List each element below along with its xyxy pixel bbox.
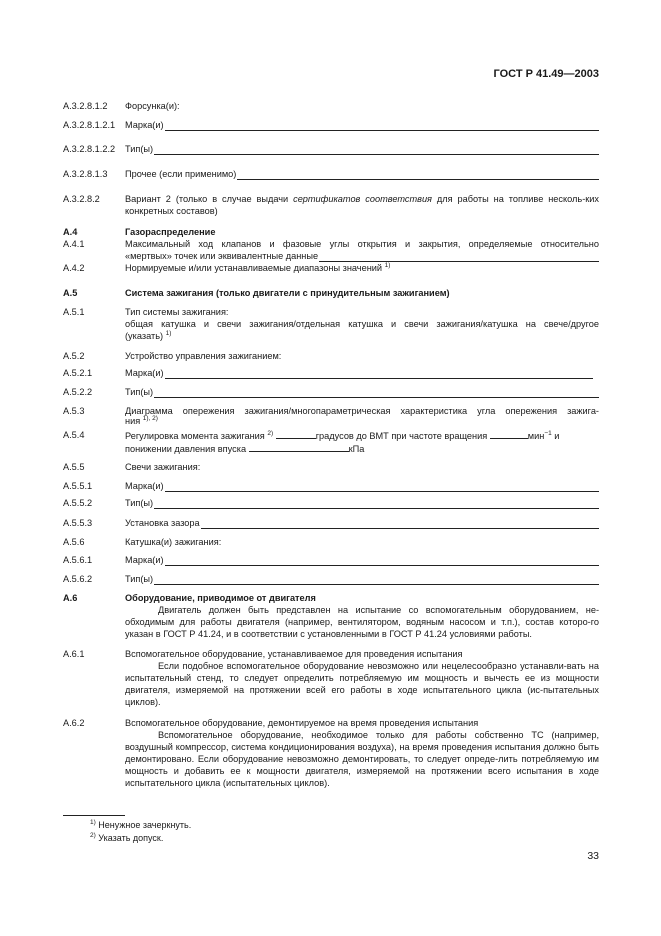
fill-line[interactable]	[154, 498, 599, 509]
section-number: A.5.5.2	[63, 498, 93, 508]
section-number: A.3.2.8.1.2.1	[63, 120, 116, 130]
field-label: Марка(и)	[125, 555, 164, 565]
section-text: (указать) $^{1)}$	[125, 329, 172, 341]
field-label: Тип(ы)	[125, 144, 154, 154]
section-number: A.6.1	[63, 649, 85, 659]
field-label: Прочее (если применимо)	[125, 169, 237, 179]
field-label: Установка зазора	[125, 518, 200, 528]
section-number: A.4	[63, 227, 78, 237]
fill-line[interactable]	[165, 368, 593, 379]
field-label: Марка(и)	[125, 120, 164, 130]
fill-line[interactable]	[154, 574, 599, 585]
section-text: общая катушка и свечи зажигания/отдельная катушка и свечи зажигания/катушка на свече/другое	[125, 319, 599, 329]
field-label: Тип(ы)	[125, 387, 154, 397]
section-number: A.5.6.2	[63, 574, 93, 584]
section-text: Форсунка(и):	[125, 101, 180, 111]
section-text: Устройство управления зажиганием:	[125, 351, 282, 361]
fill-line[interactable]	[490, 429, 528, 439]
section-title: Система зажигания (только двигатели с принудительным зажиганием)	[125, 288, 450, 298]
section-text: ния $^{1), 2)}$	[125, 414, 158, 426]
fill-line[interactable]	[154, 144, 599, 155]
section-title: Газораспределение	[125, 227, 216, 237]
section-paragraph: Двигатель должен быть представлен на испытание со вспомогательным оборудованием, не-обходимым для работы двигателя (например, вентилятором, водяным насосом и т.п.), состав которо-го указан в ГОСТ Р 41.24, и в соответствии с установленными в ГОСТ Р 41.24 условиями работы.	[125, 605, 599, 639]
section-title: Вспомогательное оборудование, устанавливаемое для проведения испытания	[125, 649, 463, 659]
section-number: A.5.6.1	[63, 555, 93, 565]
section-number: A.5.2	[63, 351, 85, 361]
section-number: A.3.2.8.2	[63, 194, 100, 204]
fill-line[interactable]	[276, 429, 316, 439]
section-number: A.4.2	[63, 263, 85, 273]
section-text: Диаграмма опережения зажигания/многопараметрическая характеристика угла опережения зажига-	[125, 406, 599, 416]
section-number: A.5.5	[63, 462, 85, 472]
fill-line[interactable]	[249, 442, 349, 452]
section-number: A.5.5.3	[63, 518, 93, 528]
section-number: A.3.2.8.1.2.2	[63, 144, 116, 154]
section-text: Нормируемые и/или устанавливаемые диапазоны значений $^{1)}$	[125, 261, 391, 273]
section-title: Вспомогательное оборудование, демонтируемое на время проведения испытания	[125, 718, 479, 728]
section-number: A.5.3	[63, 406, 85, 416]
field-label: Марка(и)	[125, 368, 164, 378]
section-number: A.4.1	[63, 239, 85, 249]
section-text: Регулировка момента зажигания $^{2)}$ градусов до ВМТ при частоте вращения мин$^{-1}$ и	[125, 429, 560, 441]
section-number: A.5	[63, 288, 78, 298]
section-text: Катушка(и) зажигания:	[125, 537, 222, 547]
fill-line[interactable]	[154, 387, 599, 398]
fill-line[interactable]	[237, 169, 599, 180]
section-number: A.5.1	[63, 307, 85, 317]
section-title: Оборудование, приводимое от двигателя	[125, 593, 316, 603]
footnote-2: $^{2)}$ Указать допуск.	[90, 832, 164, 843]
section-text: понижении давления впуска кПа	[125, 444, 365, 454]
footnote-1: $^{1)}$ Ненужное зачеркнуть.	[90, 819, 192, 830]
field-label: «мертвых» точек или эквивалентные данные	[125, 251, 319, 261]
section-number: A.6	[63, 593, 78, 603]
footnote-divider	[63, 815, 125, 816]
field-label: Тип(ы)	[125, 498, 154, 508]
fill-line[interactable]	[165, 481, 599, 492]
section-number: A.3.2.8.1.2	[63, 101, 108, 111]
section-text: Свечи зажигания:	[125, 462, 201, 472]
section-paragraph: Вспомогательное оборудование, необходимое только для работы собственно ТС (например, воздушный компрессор, система кондиционирования воздуха), на время проведения испытания должно быть демонтировано. Если оборудование невозможно демонтировать, то следует опреде-лить потребляемую им мощность и добавить ее к мощности двигателя, измеряемой на протяжении всего испытания в ходе испытательного цикла (испытательных циклов).	[125, 730, 599, 788]
section-text: Тип системы зажигания:	[125, 307, 229, 317]
field-label: Марка(и)	[125, 481, 164, 491]
section-paragraph: Если подобное вспомогательное оборудование невозможно или нецелесообразно устанавли-вать на испытательный стенд, то следует определить потребляемую им мощность и вычесть ее из мощности двигателя, измеряемой на протяжении всей его работы в ходе испытательного цикла (ис-пытательных циклов).	[125, 661, 599, 707]
section-number: A.5.2.1	[63, 368, 93, 378]
page-number: 33	[587, 850, 599, 862]
fill-line[interactable]	[319, 251, 599, 262]
fill-line[interactable]	[201, 518, 599, 529]
fill-line[interactable]	[165, 120, 599, 131]
fill-line[interactable]	[165, 555, 599, 566]
document-header: ГОСТ Р 41.49—2003	[493, 68, 599, 80]
section-number: A.5.6	[63, 537, 85, 547]
section-text: Вариант 2 (только в случае выдачи сертификатов соответствия для работы на топливе несколь-ких конкретных составов)	[125, 194, 599, 216]
section-text: Максимальный ход клапанов и фазовые углы открытия и закрытия, определяемые относительно	[125, 239, 599, 249]
section-number: A.5.2.2	[63, 387, 93, 397]
field-label: Тип(ы)	[125, 574, 154, 584]
section-number: A.5.5.1	[63, 481, 93, 491]
section-number: A.5.4	[63, 430, 85, 440]
section-number: A.3.2.8.1.3	[63, 169, 108, 179]
section-number: A.6.2	[63, 718, 85, 728]
